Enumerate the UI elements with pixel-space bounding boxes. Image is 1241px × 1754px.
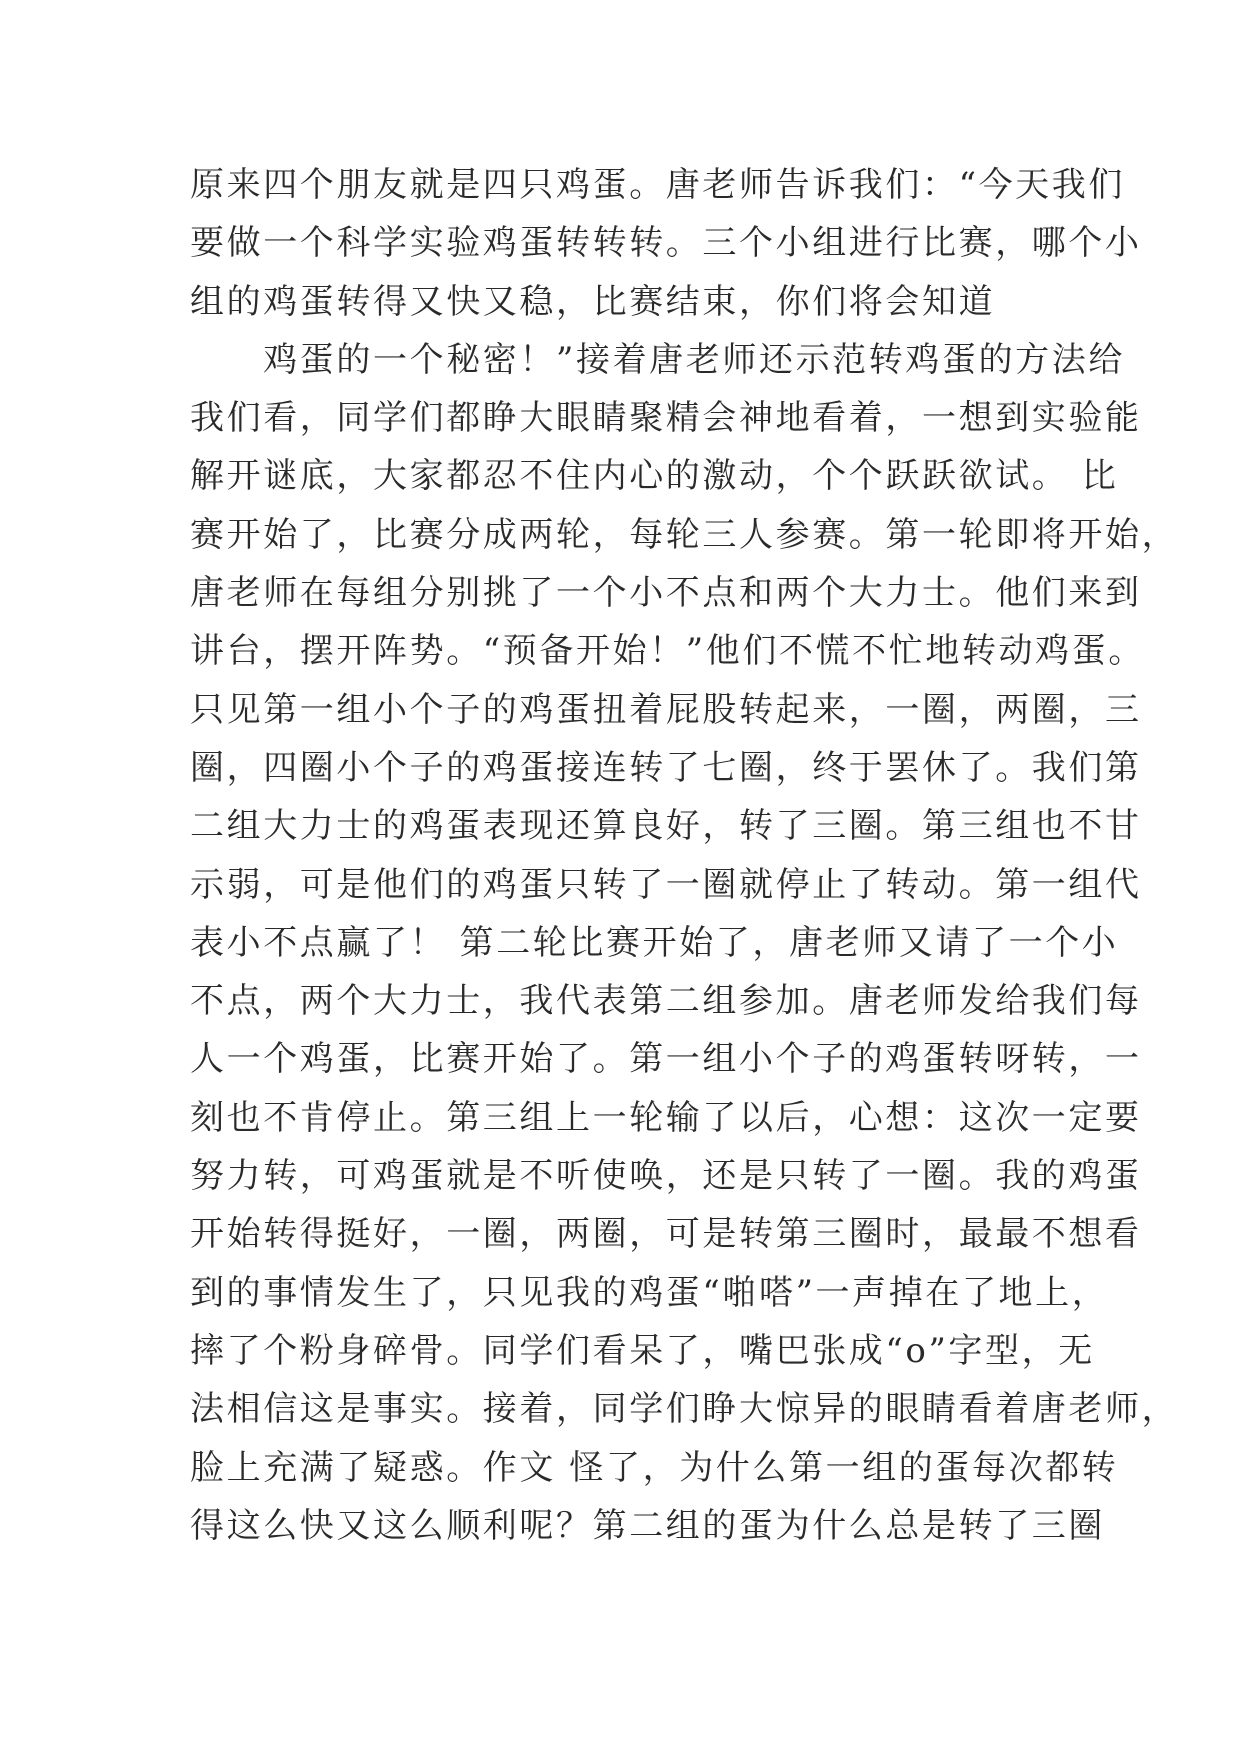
text-line: 法相信这是事实。接着，同学们睁大惊异的眼睛看着唐老师， [190, 1389, 1179, 1430]
text-line: 只见第一组小个子的鸡蛋扭着屁股转起来，一圈，两圈，三 [190, 689, 1142, 730]
text-line: 示弱，可是他们的鸡蛋只转了一圈就停止了转动。第一组代 [190, 864, 1142, 905]
text-line: 圈，四圈小个子的鸡蛋接连转了七圈，终于罢休了。我们第 [190, 747, 1142, 788]
text-line: 人一个鸡蛋，比赛开始了。第一组小个子的鸡蛋转呀转，一 [190, 1039, 1142, 1080]
text-line: 原来四个朋友就是四只鸡蛋。唐老师告诉我们：“今天我们 [190, 165, 1125, 205]
text-line: 不点，两个大力士，我代表第二组参加。唐老师发给我们每 [190, 981, 1142, 1022]
text-line: 表小不点赢了！ 第二轮比赛开始了，唐老师又请了一个小 [190, 922, 1119, 963]
text-line: 我们看，同学们都睁大眼睛聚精会神地看着，一想到实验能 [190, 398, 1142, 439]
text-line: 刻也不肯停止。第三组上一轮输了以后，心想：这次一定要 [190, 1097, 1142, 1138]
text-line: 脸上充满了疑惑。作文 怪了，为什么第一组的蛋每次都转 [190, 1447, 1119, 1488]
text-line: 努力转，可鸡蛋就是不听使唤，还是只转了一圈。我的鸡蛋 [190, 1156, 1142, 1197]
text-line: 摔了个粉身碎骨。同学们看呆了，嘴巴张成“o”字型，无 [190, 1330, 1095, 1371]
text-line: 讲台，摆开阵势。“预备开始！”他们不慌不忙地转动鸡蛋。 [190, 631, 1145, 672]
text-line: 解开谜底，大家都忍不住内心的激动，个个跃跃欲试。 比 [190, 456, 1119, 497]
text-line: 唐老师在每组分别挑了一个小不点和两个大力士。他们来到 [190, 573, 1142, 614]
text-line: 鸡蛋的一个秘密！”接着唐老师还示范转鸡蛋的方法给 [190, 339, 1125, 380]
text-line: 到的事情发生了，只见我的鸡蛋“啪嗒”一声掉在了地上， [190, 1272, 1109, 1313]
body-text [190, 156, 1179, 1555]
text-line: 二组大力士的鸡蛋表现还算良好，转了三圈。第三组也不甘 [190, 806, 1142, 847]
text-line: 要做一个科学实验鸡蛋转转转。三个小组进行比赛，哪个小 [190, 223, 1142, 264]
text-line: 组的鸡蛋转得又快又稳，比赛结束，你们将会知道 [190, 281, 996, 322]
text-line: 赛开始了，比赛分成两轮，每轮三人参赛。第一轮即将开始， [190, 514, 1179, 555]
text-line: 得这么快又这么顺利呢？第二组的蛋为什么总是转了三圈 [190, 1505, 1105, 1546]
text-line: 开始转得挺好，一圈，两圈，可是转第三圈时，最最不想看 [190, 1214, 1142, 1255]
